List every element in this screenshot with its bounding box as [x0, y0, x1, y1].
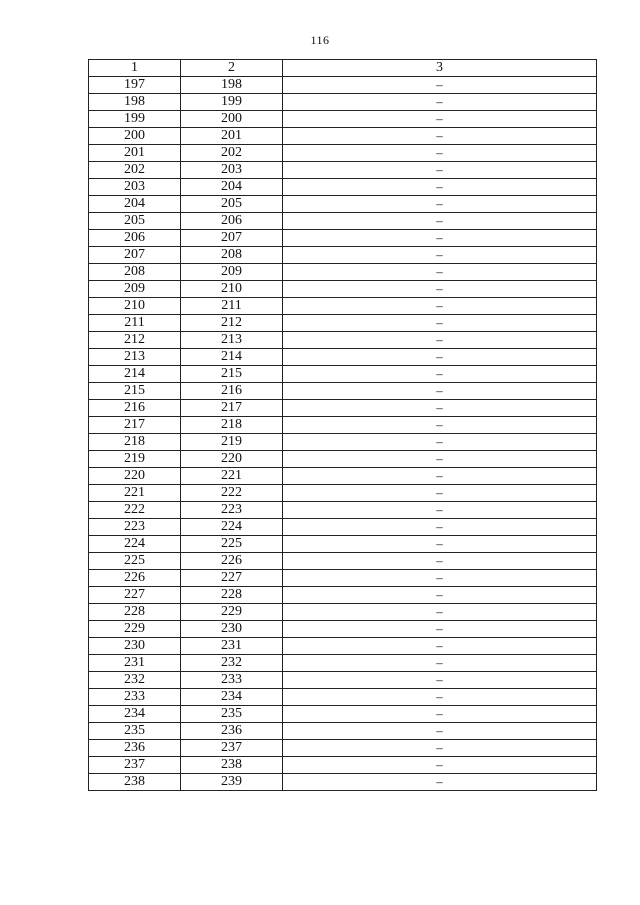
table-cell-col-2: 226: [181, 553, 283, 570]
table-row: [89, 145, 597, 162]
table-row: [89, 264, 597, 281]
table-cell-col-2: 217: [181, 400, 283, 417]
table-cell-col-3: –: [283, 740, 597, 757]
table-row: [89, 689, 597, 706]
table-row: [89, 774, 597, 791]
table-row: [89, 740, 597, 757]
table-cell-col-1: 206: [89, 230, 181, 247]
table-cell-col-2: 239: [181, 774, 283, 791]
table-cell-col-3: –: [283, 723, 597, 740]
table-row: [89, 723, 597, 740]
table-cell-col-1: 236: [89, 740, 181, 757]
table-cell-col-1: 216: [89, 400, 181, 417]
table-cell-col-3: –: [283, 434, 597, 451]
table-row: [89, 366, 597, 383]
table-cell-col-1: 203: [89, 179, 181, 196]
table-cell-col-1: 207: [89, 247, 181, 264]
table-row: [89, 519, 597, 536]
table-row: [89, 213, 597, 230]
table-cell-col-2: 207: [181, 230, 283, 247]
table-cell-col-2: 213: [181, 332, 283, 349]
table-cell-col-3: –: [283, 247, 597, 264]
header-row: [89, 60, 597, 77]
table-row: [89, 553, 597, 570]
table-cell-col-2: 214: [181, 349, 283, 366]
table-cell-col-1: 223: [89, 519, 181, 536]
table-row: [89, 621, 597, 638]
table-row: [89, 111, 597, 128]
table-cell-col-3: –: [283, 451, 597, 468]
table-cell-col-1: 209: [89, 281, 181, 298]
table-cell-col-2: 202: [181, 145, 283, 162]
table-cell-col-1: 221: [89, 485, 181, 502]
table-cell-col-3: –: [283, 536, 597, 553]
table-cell-col-2: 201: [181, 128, 283, 145]
table-row: [89, 332, 597, 349]
table-cell-col-2: 220: [181, 451, 283, 468]
table-cell-col-1: 214: [89, 366, 181, 383]
table-row: [89, 281, 597, 298]
table-cell-col-1: 199: [89, 111, 181, 128]
table-cell-col-3: –: [283, 281, 597, 298]
table-cell-col-1: 234: [89, 706, 181, 723]
table-cell-col-2: 225: [181, 536, 283, 553]
table-cell-col-3: –: [283, 621, 597, 638]
table-cell-col-2: 237: [181, 740, 283, 757]
table-cell-col-1: 226: [89, 570, 181, 587]
table-cell-col-3: –: [283, 128, 597, 145]
table-cell-col-3: –: [283, 349, 597, 366]
table-row: [89, 757, 597, 774]
table-cell-col-3: –: [283, 587, 597, 604]
table-cell-col-1: 229: [89, 621, 181, 638]
table-cell-col-1: 210: [89, 298, 181, 315]
table-cell-col-1: 200: [89, 128, 181, 145]
table-cell-col-2: 230: [181, 621, 283, 638]
table-cell-col-3: –: [283, 298, 597, 315]
table-row: [89, 485, 597, 502]
table-cell-col-2: 198: [181, 77, 283, 94]
table-cell-col-2: 212: [181, 315, 283, 332]
table-cell-col-2: 221: [181, 468, 283, 485]
table-cell-col-2: 216: [181, 383, 283, 400]
table-row: [89, 502, 597, 519]
table-row: [89, 638, 597, 655]
table-cell-col-1: 233: [89, 689, 181, 706]
table-cell-col-2: 229: [181, 604, 283, 621]
table-cell-col-3: –: [283, 145, 597, 162]
table-cell-col-2: 224: [181, 519, 283, 536]
table-cell-col-3: –: [283, 332, 597, 349]
table-cell-col-3: –: [283, 553, 597, 570]
table-cell-col-2: 203: [181, 162, 283, 179]
table-cell-col-3: –: [283, 315, 597, 332]
table-row: [89, 706, 597, 723]
table-cell-col-3: –: [283, 162, 597, 179]
page-number: 116: [310, 33, 330, 47]
table-row: [89, 94, 597, 111]
table-cell-col-1: 232: [89, 672, 181, 689]
table-cell-col-1: 227: [89, 587, 181, 604]
table-cell-col-1: 238: [89, 774, 181, 791]
table-cell-col-2: 210: [181, 281, 283, 298]
table-cell-col-1: 220: [89, 468, 181, 485]
table-cell-col-3: –: [283, 655, 597, 672]
table-cell-col-1: 204: [89, 196, 181, 213]
table-row: [89, 672, 597, 689]
table-header: [89, 60, 597, 77]
table-cell-col-1: 213: [89, 349, 181, 366]
table-cell-col-3: –: [283, 179, 597, 196]
table-cell-col-2: 206: [181, 213, 283, 230]
table-row: [89, 383, 597, 400]
table-cell-col-2: 219: [181, 434, 283, 451]
table-row: [89, 162, 597, 179]
table-cell-col-1: 202: [89, 162, 181, 179]
table-cell-col-1: 208: [89, 264, 181, 281]
table-cell-col-2: 234: [181, 689, 283, 706]
table-cell-col-2: 232: [181, 655, 283, 672]
table-cell-col-1: 215: [89, 383, 181, 400]
table-cell-col-3: –: [283, 196, 597, 213]
table-cell-col-3: –: [283, 468, 597, 485]
table-cell-col-3: –: [283, 94, 597, 111]
table-cell-col-1: 197: [89, 77, 181, 94]
table-cell-col-1: 212: [89, 332, 181, 349]
table-cell-col-1: 231: [89, 655, 181, 672]
table-cell-col-3: –: [283, 366, 597, 383]
table-row: [89, 536, 597, 553]
table-cell-col-3: –: [283, 519, 597, 536]
table-row: [89, 434, 597, 451]
table-row: [89, 400, 597, 417]
column-header-3: 3: [283, 60, 597, 77]
table-cell-col-3: –: [283, 757, 597, 774]
table-cell-col-2: 215: [181, 366, 283, 383]
table-cell-col-3: –: [283, 383, 597, 400]
table-row: [89, 179, 597, 196]
table-row: [89, 570, 597, 587]
table-cell-col-3: –: [283, 689, 597, 706]
table-row: [89, 247, 597, 264]
table-cell-col-3: –: [283, 706, 597, 723]
table-row: [89, 468, 597, 485]
table-row: [89, 230, 597, 247]
table-cell-col-2: 223: [181, 502, 283, 519]
table-row: [89, 417, 597, 434]
table-cell-col-1: 219: [89, 451, 181, 468]
table-row: [89, 349, 597, 366]
table-cell-col-2: 236: [181, 723, 283, 740]
table-cell-col-2: 231: [181, 638, 283, 655]
table-cell-col-3: –: [283, 264, 597, 281]
table-cell-col-2: 233: [181, 672, 283, 689]
table-cell-col-1: 228: [89, 604, 181, 621]
table-cell-col-2: 208: [181, 247, 283, 264]
table-cell-col-1: 222: [89, 502, 181, 519]
table-cell-col-1: 211: [89, 315, 181, 332]
table-cell-col-3: –: [283, 485, 597, 502]
table-cell-col-2: 211: [181, 298, 283, 315]
table-row: [89, 128, 597, 145]
table-row: [89, 315, 597, 332]
table-cell-col-1: 217: [89, 417, 181, 434]
table-cell-col-2: 235: [181, 706, 283, 723]
table-cell-col-2: 209: [181, 264, 283, 281]
table-cell-col-3: –: [283, 570, 597, 587]
table-cell-col-1: 201: [89, 145, 181, 162]
table-cell-col-1: 230: [89, 638, 181, 655]
table-row: [89, 451, 597, 468]
table-cell-col-2: 200: [181, 111, 283, 128]
table-cell-col-1: 235: [89, 723, 181, 740]
table-cell-col-1: 224: [89, 536, 181, 553]
table-row: [89, 298, 597, 315]
table-cell-col-3: –: [283, 604, 597, 621]
table-row: [89, 77, 597, 94]
table-cell-col-3: –: [283, 111, 597, 128]
table-cell-col-2: 205: [181, 196, 283, 213]
table-row: [89, 655, 597, 672]
table-cell-col-1: 205: [89, 213, 181, 230]
table-cell-col-1: 218: [89, 434, 181, 451]
table-cell-col-2: 204: [181, 179, 283, 196]
table-row: [89, 587, 597, 604]
table-cell-col-3: –: [283, 417, 597, 434]
table-cell-col-1: 225: [89, 553, 181, 570]
table-cell-col-3: –: [283, 213, 597, 230]
table-cell-col-2: 227: [181, 570, 283, 587]
table-cell-col-2: 238: [181, 757, 283, 774]
table-cell-col-1: 237: [89, 757, 181, 774]
table-cell-col-1: 198: [89, 94, 181, 111]
table-cell-col-3: –: [283, 774, 597, 791]
table-cell-col-2: 199: [181, 94, 283, 111]
column-header-2: 2: [181, 60, 283, 77]
table-cell-col-3: –: [283, 672, 597, 689]
table-cell-col-3: –: [283, 230, 597, 247]
table-cell-col-2: 218: [181, 417, 283, 434]
column-header-1: 1: [89, 60, 181, 77]
table-cell-col-3: –: [283, 77, 597, 94]
table-cell-col-2: 222: [181, 485, 283, 502]
table-cell-col-3: –: [283, 638, 597, 655]
table-cell-col-2: 228: [181, 587, 283, 604]
table-cell-col-3: –: [283, 502, 597, 519]
table-body: [89, 77, 597, 791]
table-row: [89, 196, 597, 213]
table-cell-col-3: –: [283, 400, 597, 417]
table-row: [89, 604, 597, 621]
data-table: [88, 59, 597, 791]
